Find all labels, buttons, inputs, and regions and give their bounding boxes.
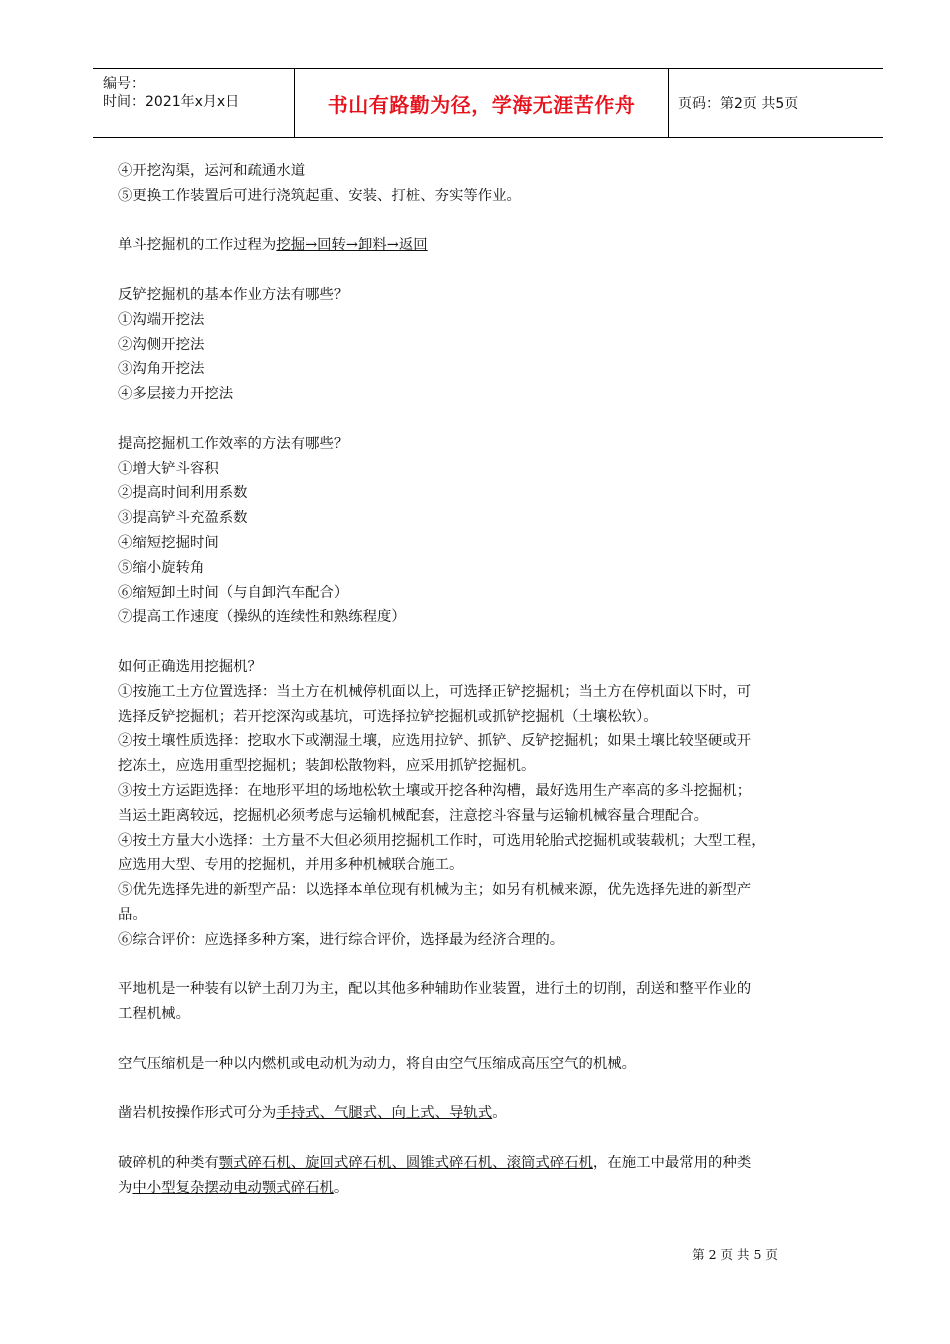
list-item: ⑦提高工作速度（操纵的连续性和熟练程度） — [118, 609, 406, 626]
underlined-answer: 挖掘→回转→卸料→返回 — [276, 237, 428, 254]
question-heading: 提高挖掘机工作效率的方法有哪些？ — [118, 435, 349, 452]
list-item-continued: 挖冻土，应选用重型挖掘机；装卸松散物料，应采用抓铲挖掘机。 — [118, 758, 536, 775]
text-span: 破碎机的种类有 — [118, 1154, 219, 1171]
list-item: ④多层接力开挖法 — [118, 386, 234, 403]
paragraph: ⑤更换工作装置后可进行浇筑起重、安装、打桩、夯实等作业。 — [118, 187, 521, 204]
text-span: 凿岩机按操作形式可分为 — [118, 1105, 277, 1122]
document-time: 时间：2021年x月x日 — [103, 94, 240, 110]
paragraph-continued: 工程机械。 — [118, 1006, 190, 1023]
list-item: ①增大铲斗容积 — [118, 460, 219, 477]
paragraph: 平地机是一种装有以铲土刮刀为主，配以其他多种辅助作业装置，进行土的切削，刮送和整平作业的 — [118, 981, 752, 998]
list-item: ④按土方量大小选择：土方量不大但必须用挖掘机工作时，可选用轮胎式挖掘机或装载机；大型工程， — [118, 832, 766, 849]
paragraph: 空气压缩机是一种以内燃机或电动机为动力，将自由空气压缩成高压空气的机械。 — [118, 1055, 637, 1072]
text-span: 单斗挖掘机的工作过程为 — [118, 237, 277, 254]
list-item: ③沟角开挖法 — [118, 361, 205, 378]
header-motto-cell — [294, 69, 669, 137]
underlined-answer: 颚式碎石机、旋回式碎石机、圆锥式碎石机、滚筒式碎石机 — [218, 1154, 593, 1171]
list-item: ②按土壤性质选择：挖取水下或潮湿土壤，应选用拉铲、抓铲、反铲挖掘机；如果土壤比较坚硬或开 — [118, 733, 752, 750]
paragraph: ④开挖沟渠，运河和疏通水道 — [118, 163, 306, 179]
paragraph-rock-drill — [118, 1101, 878, 1126]
header-left-cell — [93, 69, 294, 137]
footer-page-number: 第 2 页 共 5 页 — [692, 1247, 778, 1262]
list-item-continued: 品。 — [118, 906, 147, 923]
list-item: ⑥综合评价：应选择多种方案，进行综合评价，选择最为经济合理的。 — [118, 931, 565, 948]
question-heading: 反铲挖掘机的基本作业方法有哪些？ — [118, 286, 349, 303]
paragraph-crusher — [118, 1151, 878, 1176]
list-item: ①沟端开挖法 — [118, 311, 205, 328]
list-item: ②沟侧开挖法 — [118, 336, 205, 353]
underlined-answer: 手持式、气腿式、向上式、导轨式 — [276, 1105, 493, 1122]
text-span: 。 — [492, 1105, 507, 1122]
page-footer — [0, 1245, 950, 1263]
list-item-continued: 当运土距离较远，挖掘机必须考虑与运输机械配套，注意挖斗容量与运输机械容量合理配合。 — [118, 807, 709, 824]
list-item: ④缩短挖掘时间 — [118, 534, 219, 551]
page-header — [93, 68, 883, 138]
list-item-continued: 应选用大型、专用的挖掘机，并用多种机械联合施工。 — [118, 857, 464, 874]
header-page-cell — [668, 69, 883, 137]
header-page-code: 页码：第2页 共5页 — [678, 96, 799, 112]
document-body — [118, 159, 878, 1200]
underlined-answer: 中小型复杂摆动电动颚式碎石机 — [132, 1179, 334, 1196]
document-number-label: 编号： — [103, 76, 145, 92]
list-item-continued: 选择反铲挖掘机；若开挖深沟或基坑，可选择拉铲挖掘机或抓铲挖掘机（土壤松软）。 — [118, 708, 658, 725]
list-item: ⑤优先选择先进的新型产品：以选择本单位现有机械为主；如另有机械来源，优先选择先进的新型产 — [118, 882, 752, 899]
list-item: ①按施工土方位置选择：当土方在机械停机面以上，可选择正铲挖掘机；当土方在停机面以下时，可 — [118, 683, 752, 700]
text-span: ，在施工中最常用的种类 — [592, 1154, 752, 1171]
list-item: ⑥缩短卸土时间（与自卸汽车配合） — [118, 584, 349, 601]
header-motto: 书山有路勤为径，学海无涯苦作舟 — [327, 93, 636, 117]
list-item: ③提高铲斗充盈系数 — [118, 510, 248, 527]
paragraph-crusher-continued — [118, 1176, 878, 1201]
paragraph-excavator-process — [118, 233, 878, 258]
list-item: ⑤缩小旋转角 — [118, 559, 205, 576]
list-item: ②提高时间利用系数 — [118, 485, 248, 502]
list-item: ③按土方运距选择：在地形平坦的场地松软土壤或开挖各种沟槽，最好选用生产率高的多斗挖掘机； — [118, 782, 752, 799]
question-heading: 如何正确选用挖掘机？ — [118, 658, 262, 675]
text-span: 。 — [333, 1179, 349, 1196]
text-span: 为 — [118, 1179, 133, 1196]
